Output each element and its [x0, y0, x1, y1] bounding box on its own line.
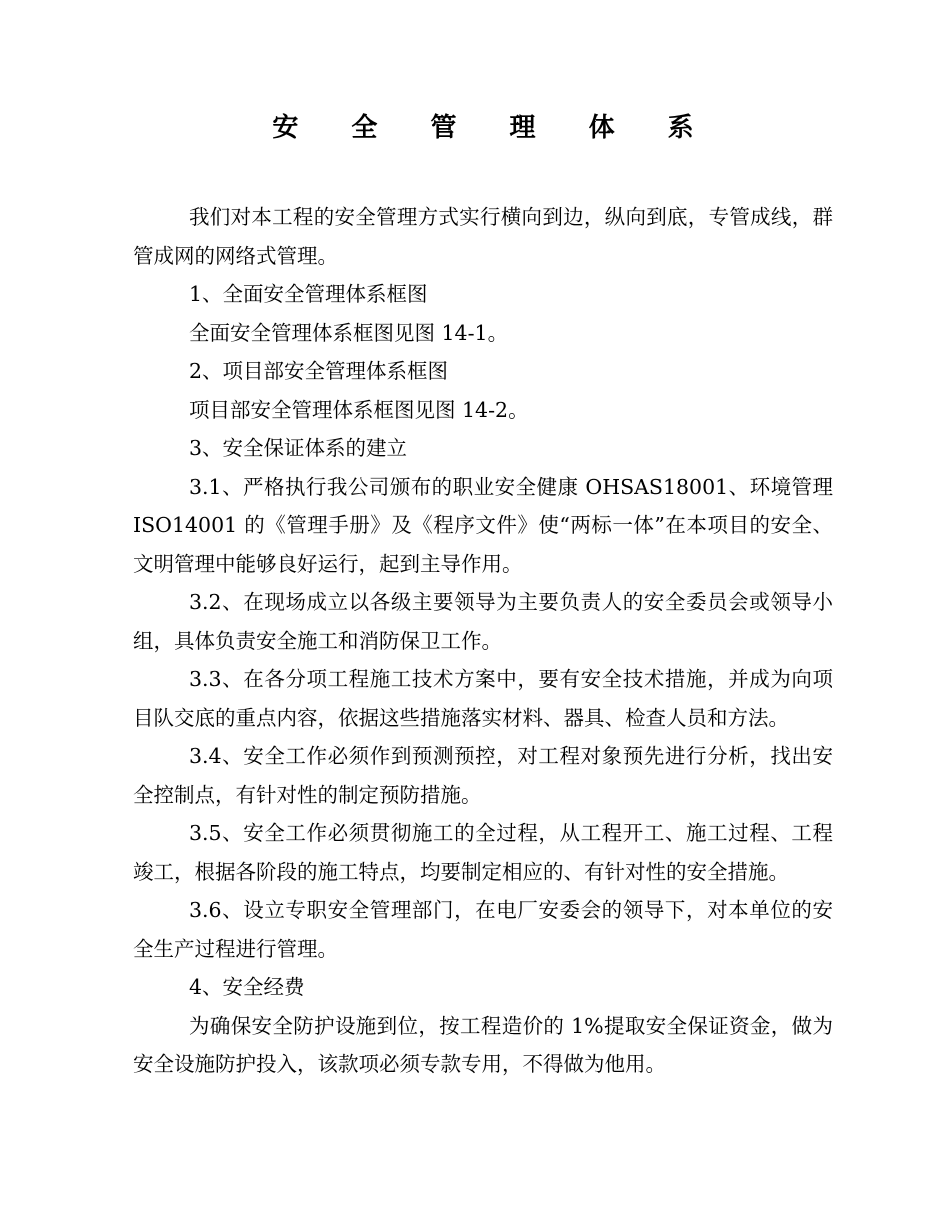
heading-section-3: 3、安全保证体系的建立 [189, 436, 408, 460]
paragraph-3-3: 3.3、在各分项工程施工技术方案中，要有安全技术措施，并成为向项目队交底的重点内容，依据这些措施落实材料、器具、检查人员和方法。 [133, 667, 833, 730]
document-title: 安 全 管 理 体 系 [272, 113, 716, 143]
paragraph-3-1: 3.1、严格执行我公司颁布的职业安全健康 OHSAS18001、环境管理 ISO14001 的《管理手册》及《程序文件》使“两标一体”在本项目的安全、文明管理中能够良好运行，起到主导作用。 [133, 474, 833, 576]
heading-section-4: 4、安全经费 [189, 975, 305, 999]
paragraph-3-4: 3.4、安全工作必须作到预测预控，对工程对象预先进行分析，找出安全控制点，有针对性的制定预防措施。 [133, 744, 833, 807]
paragraph-3-5: 3.5、安全工作必须贯彻施工的全过程，从工程开工、施工过程、工程竣工，根据各阶段的施工特点，均要制定相应的、有针对性的安全措施。 [133, 821, 833, 884]
document-page [133, 108, 833, 1084]
paragraph-intro: 我们对本工程的安全管理方式实行横向到边，纵向到底，专管成线，群管成网的网络式管理。 [133, 205, 833, 268]
paragraph-3-6: 3.6、设立专职安全管理部门，在电厂安委会的领导下，对本单位的安全生产过程进行管理。 [133, 898, 833, 961]
paragraph-section-1: 全面安全管理体系框图见图 14-1。 [189, 320, 509, 345]
paragraph-section-2: 项目部安全管理体系框图见图 14-2。 [189, 397, 529, 422]
paragraph-section-4: 为确保安全防护设施到位，按工程造价的 1%提取安全保证资金，做为安全设施防护投入，该款项必须专款专用，不得做为他用。 [133, 1013, 833, 1076]
heading-section-2: 2、项目部安全管理体系框图 [189, 359, 449, 383]
paragraph-3-2: 3.2、在现场成立以各级主要领导为主要负责人的安全委员会或领导小组，具体负责安全施工和消防保卫工作。 [133, 590, 833, 653]
heading-section-1: 1、全面安全管理体系框图 [189, 282, 428, 306]
